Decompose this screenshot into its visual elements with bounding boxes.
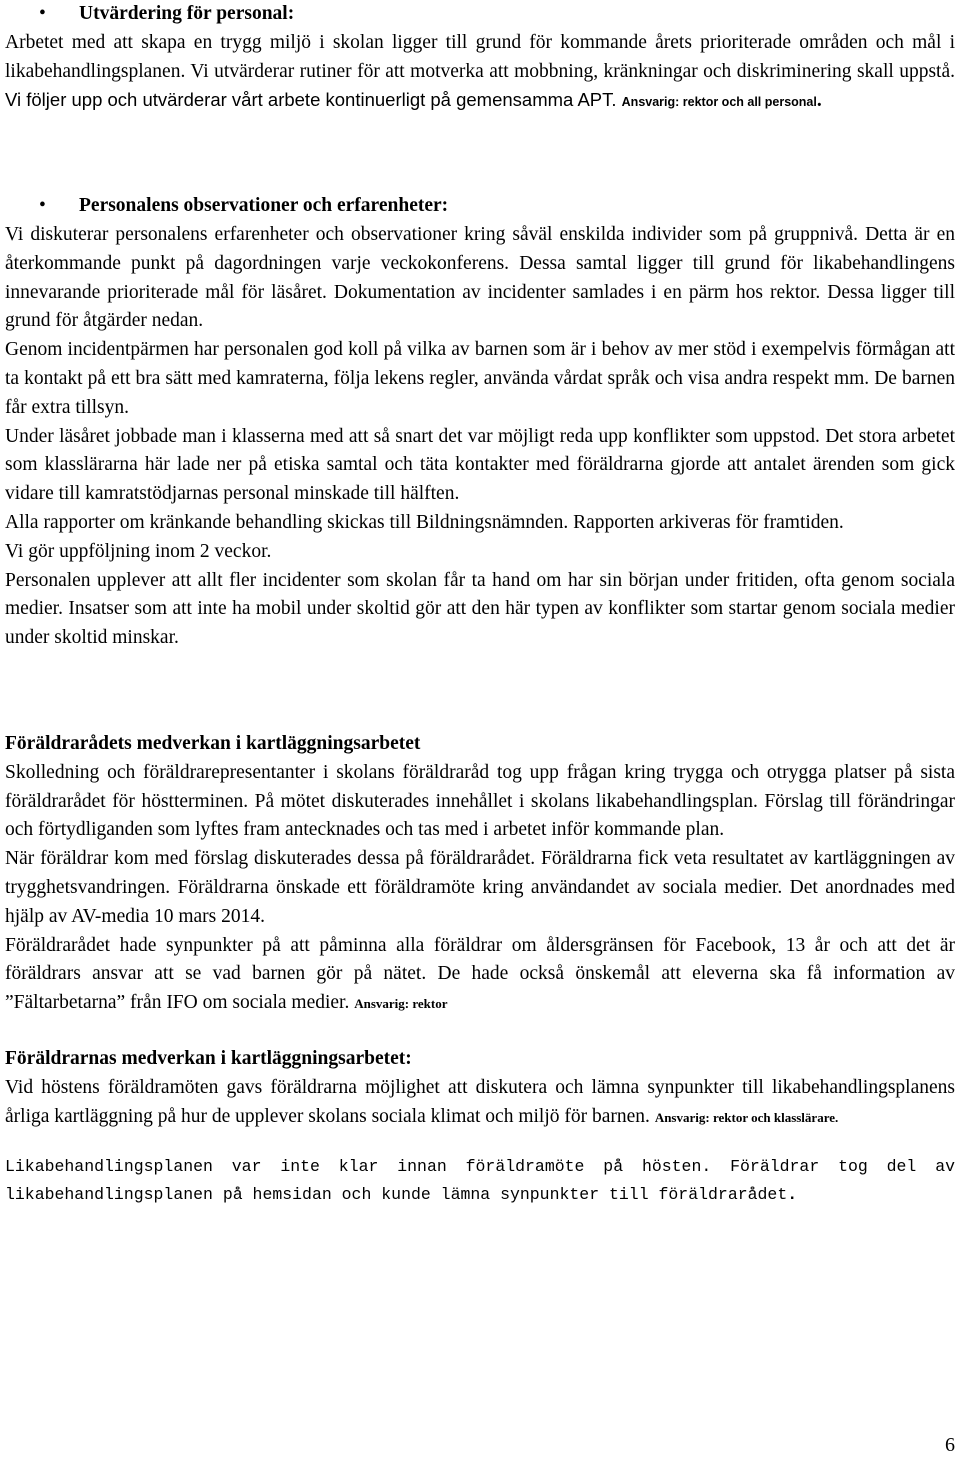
paragraph-text: Likabehandlingsplanen var inte klar innan föräldramöte på hösten. Föräldrar tog del av likabehandlingsplanen på hemsidan och kunde lämna synpunkter till föräldrarådet: [5, 1157, 955, 1204]
parents-paragraph: [5, 1074, 955, 1133]
responsible-note: Ansvarig: rektor: [354, 996, 448, 1012]
section-parent-council-heading: Föräldrarådets medverkan i kartläggningsarbetet: [5, 732, 421, 754]
paragraph-text: Vid höstens föräldramöten gavs föräldrarna möjlighet att diskutera och lämna synpunkter till likabehandlingsplanens årliga kartläggning på hur de upplever skolans sociala klimat och miljö för barnen.: [5, 1076, 955, 1127]
sans-period: .: [611, 89, 622, 111]
section-staff-evaluation-heading: [5, 0, 955, 29]
observations-paragraph-5: Vi gör uppföljning inom 2 veckor.: [5, 540, 272, 562]
period: .: [787, 1184, 798, 1204]
observations-paragraph-4: Alla rapporter om kränkande behandling skickas till Bildningsnämnden. Rapporten arkiveras för framtiden.: [5, 511, 844, 533]
observations-paragraph-2: Genom incidentpärmen har personalen god koll på vilka av barnen som är i behov av mer stöd i exempelvis förmågan att ta kontakt på ett bra sätt med kamraterna, följa lekens regler, använda vårdat språk och visa andra respekt mm. De barnen får extra tillsyn.: [5, 339, 955, 418]
responsible-note: Ansvarig: rektor och klasslärare.: [654, 1109, 839, 1125]
parent-council-paragraph-1: Skolledning och föräldrarepresentanter i skolans föräldraråd tog upp frågan kring trygga och otrygga platser på sista föräldrarådet för höstterminen. På mötet diskuterades innehållet i skolans likabehandlingsplan. Förslag till förändringar och förtydliganden som lyftes fram antecknades och tas med i arbetet inför kommande plan.: [5, 761, 955, 841]
page-number: 6: [945, 1434, 955, 1456]
section-parents-heading: Föräldrarnas medverkan i kartläggningsarbetet:: [5, 1047, 412, 1069]
heading-text: Personalens observationer och erfarenheter:: [79, 195, 449, 217]
section-staff-observations-heading: [5, 192, 955, 221]
paragraph-text: Föräldrarådet hade synpunkter på att påminna alla föräldrar om åldersgränsen för Facebook, 13 år och att det är föräldrars ansvar att se vad barnen gör på nätet. De hade också önskemål att eleverna ska få information av ”Fältarbetarna” från IFO om sociala medier: [5, 934, 955, 1014]
paragraph-text: Arbetet med att skapa en trygg miljö i skolan ligger till grund för kommande årets prioriterade områden och mål i likabehandlingsplanen. Vi utvärderar rutiner för att motverka att mobbning, kränkningar och diskriminering skall uppstå.: [5, 31, 955, 82]
observations-paragraph-3: Under läsåret jobbade man i klasserna med att så snart det var möjligt reda upp konflikter som uppstod. Det stora arbetet som klasslärarna här lade ner på etiska samtal och täta kontakter med föräldrarna gjorde att antalet ärenden som gick vidare till kamratstödjarnas personal minskade till hälften.: [5, 425, 955, 505]
document-page: [5, 0, 955, 1208]
responsible-note: Ansvarig: rektor och all personal: [621, 95, 817, 110]
heading-text: Utvärdering för personal:: [79, 3, 295, 24]
bullet-icon: •: [39, 3, 46, 24]
period: .: [816, 90, 822, 112]
parents-plan-paragraph: [5, 1153, 955, 1208]
staff-evaluation-paragraph: [5, 29, 955, 117]
parent-council-paragraph-3: [5, 932, 955, 1019]
period: .: [344, 992, 355, 1014]
observations-paragraph-1: Vi diskuterar personalens erfarenheter och observationer kring såväl enskilda individer som på gruppnivå. Detta är en återkommande punkt på dagordningen varje veckokonferens. Dessa samtal ligger till grund för likabehandlingens innevarande prioriterade mål för läsåret. Dokumentation av incidenter samlades i en pärm hos rektor. Dessa ligger till grund för åtgärder nedan.: [5, 223, 955, 332]
parent-council-paragraph-2: När föräldrar kom med förslag diskuterades dessa på föräldrarådet. Föräldrarna fick veta resultatet av kartläggningen av trygghetsvandringen. Föräldrarna önskade ett föräldramöte kring användandet av sociala medier. Det anordnades med hjälp av AV-media 10 mars 2014.: [5, 848, 955, 927]
observations-paragraph-6: Personalen upplever att allt fler incidenter som skolan får ta hand om har sin början under fritiden, ofta genom sociala medier. Insatser som att inte ha mobil under skoltid gör att den här typen av konflikter som startar genom sociala medier under skoltid minskar.: [5, 569, 955, 649]
bullet-icon: •: [39, 195, 46, 217]
paragraph-text-sans: Vi följer upp och utvärderar vårt arbete kontinuerligt på gemensamma APT: [5, 89, 612, 111]
